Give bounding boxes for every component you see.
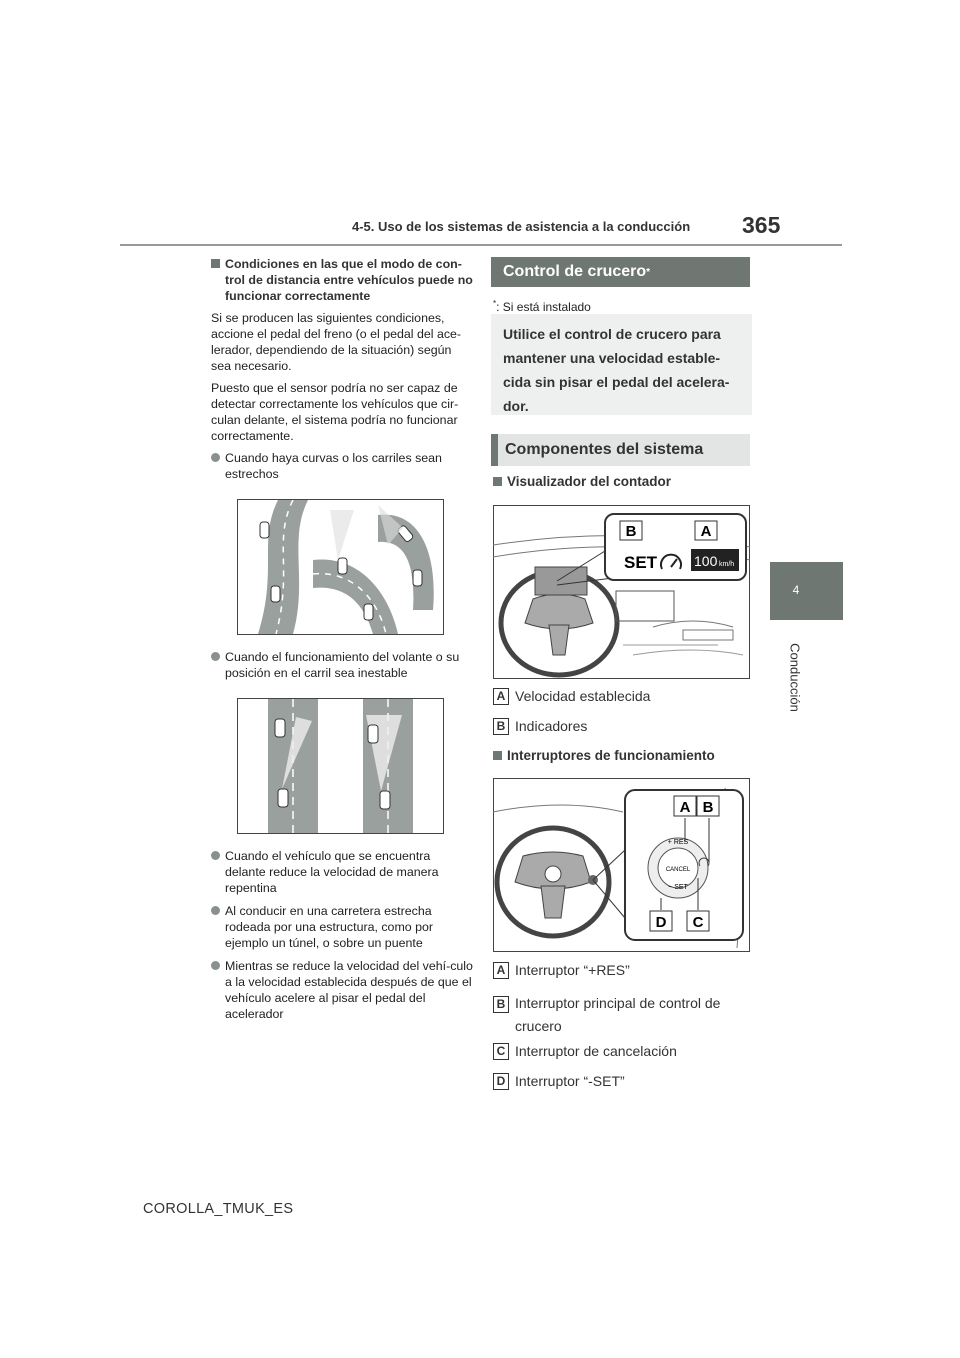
installed-note: *: Si está instalado [493, 299, 591, 314]
conditions-subhead: Condiciones en las que el modo de con-trol de distancia entre vehículos puede no funcionar correctamente [211, 256, 473, 304]
paragraph-2: Puesto que el sensor podría no ser capaz de detectar correctamente los vehículos que cir-culan delante, el sistema podría no funcionar correctamente. [211, 381, 459, 443]
set-speed-value: 100 [694, 553, 718, 569]
round-bullet-icon [211, 851, 220, 860]
legend-key: B [493, 718, 509, 735]
res-switch: + RES [667, 839, 689, 846]
page-number: 365 [742, 212, 781, 238]
legend-key: C [493, 1043, 509, 1060]
legend-key: A [493, 688, 509, 705]
list-item: Cuando haya curvas o los carriles sean estrechos [211, 450, 473, 482]
curves-illustration [237, 499, 444, 635]
lane-position-illustration [237, 698, 444, 834]
components-heading: Componentes del sistema [491, 434, 750, 466]
chapter-label-wrap [750, 630, 840, 740]
label-b: B [702, 799, 714, 816]
section-title: 4-5. Uso de los sistemas de asistencia a la conducción [352, 219, 691, 234]
switch-heading: Interruptores de funcionamiento [493, 748, 715, 763]
list-item: Cuando el funcionamiento del volante o su posición en el carril sea inestable [211, 649, 473, 681]
chapter-label: Conducción [787, 643, 803, 712]
list-item: Al conducir en una carretera estrecha rodeada por una estructura, como por ejemplo un túnel, o sobre un puente [211, 903, 473, 951]
legend-key: B [493, 996, 509, 1013]
list-item: Mientras se reduce la velocidad del vehí-culo a la velocidad establecida después de que el vehículo acelere al pisar el pedal del acelerador [211, 958, 473, 1022]
round-bullet-icon [211, 652, 220, 661]
paragraph-1: Si se producen las siguientes condiciones, accione el pedal del freno (o el pedal del ace-lerador, dependiendo de la situación) según sea necesario. [211, 311, 462, 373]
label-a: A [700, 523, 712, 540]
left-column [211, 256, 473, 1029]
square-bullet-icon [493, 477, 502, 486]
label-d: D [655, 914, 667, 931]
meter-illustration [493, 505, 750, 679]
legend-item: A Velocidad establecida [493, 688, 650, 705]
round-bullet-icon [211, 961, 220, 970]
set-switch: − SET [668, 884, 688, 891]
switch-illustration [493, 778, 750, 952]
legend-item: C Interruptor de cancelación [493, 1043, 677, 1060]
label-a: A [679, 799, 691, 816]
list-item: Cuando el vehículo que se encuentra delante reduce la velocidad de manera repentina [211, 848, 473, 896]
legend-item: A Interruptor “+RES” [493, 962, 630, 979]
cancel-switch: CANCEL [665, 867, 691, 873]
intro-box: Utilice el control de crucero para mantener una velocidad estable-cida sin pisar el pedal del acelera-dor. [491, 314, 752, 415]
label-c: C [692, 914, 704, 931]
speed-unit: km/h [719, 561, 735, 568]
legend-key: A [493, 962, 509, 979]
header-divider [120, 244, 842, 246]
label-b: B [625, 523, 637, 540]
set-indicator: SET [624, 553, 658, 572]
legend-item: B Indicadores [493, 718, 587, 735]
legend-item: B Interruptor principal de control de crucero [493, 992, 743, 1038]
footer-doc-id: COROLLA_TMUK_ES [143, 1201, 294, 1217]
square-bullet-icon [493, 751, 502, 760]
control-heading: Control de crucero * [491, 257, 750, 287]
legend-key: D [493, 1073, 509, 1090]
square-bullet-icon [211, 259, 220, 268]
chapter-number: 4 [792, 583, 800, 597]
meter-heading: Visualizador del contador [493, 474, 671, 489]
legend-item: D Interruptor “-SET” [493, 1073, 625, 1090]
round-bullet-icon [211, 906, 220, 915]
round-bullet-icon [211, 453, 220, 462]
